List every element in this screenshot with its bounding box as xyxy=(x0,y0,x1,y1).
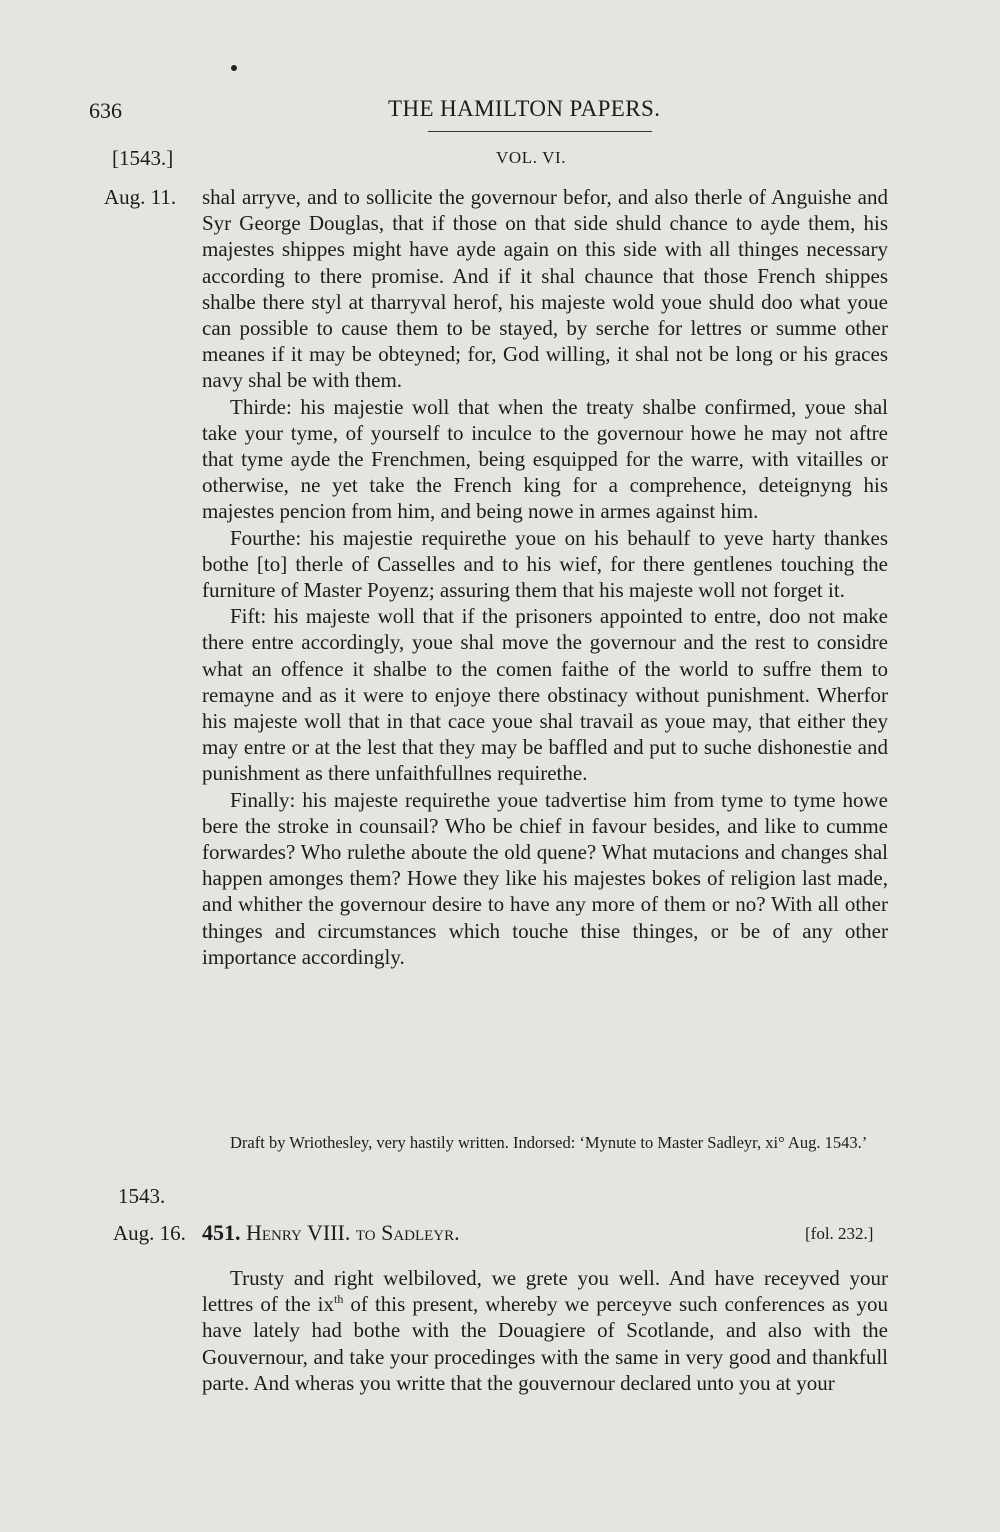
volume-label: VOL. VI. xyxy=(496,148,567,167)
ink-speck xyxy=(231,65,237,71)
title-rule xyxy=(428,131,652,132)
letter-body xyxy=(202,1265,888,1396)
document-number: 451. xyxy=(202,1220,241,1245)
paragraph: shal arryve, and to sollicite the governour befor, and also therle of Anguishe and Syr George Douglas, that if those on that side shuld chance to ayde them, his majestes shippes might have ayde again on this side with all thinges necessary according to there promise. And if it shal chaunce that those French shippes shalbe there styl at tharryval herof, his majeste wold youe shuld doo what youe can possible to cause them to be stayed, by serche for lettres or summe other meanes if it may be obteyned; for, God willing, it shal not be long or his graces navy shal be with them. xyxy=(202,185,888,393)
folio-reference: [fol. 232.] xyxy=(805,1224,874,1243)
margin-date: Aug. 16. xyxy=(113,1221,186,1245)
paragraph: Thirde: his majestie woll that when the treaty shalbe confirmed, youe shal take your tyme, of yourself to inculce to the governour howe he may not aftre that tyme ayde the Frenchmen, being esquipped for the warre, with vitailles or otherwise, ne yet take the French king for a comprehence, deteignyng his majestes pencion from him, and being nowe in armes against him. xyxy=(202,394,888,524)
text-run: of this present, whereby we perceyve such conferences as you have lately had bothe with the Douagiere of Scotlande, and also with the Gouvernour, and take your procedinges with the same in very good and thankfull parte. And wheras you writte that the gouvernour declared unto you at your xyxy=(202,1292,888,1395)
paragraph: Finally: his majeste requirethe youe tadvertise him from tyme to tyme howe bere the stroke in counsail? Who be chief in favour besides, and like to cumme forwardes? Who rulethe aboute the old quene? What mutacions and changes shal happen amonges them? Howe they like his majestes bokes of religion last made, and whither the governour desire to have any more of them or no? With all other thinges and circumstances which touche thise thinges, or be of any other importance accordingly. xyxy=(202,787,888,969)
superscript: th xyxy=(333,1292,344,1307)
paragraph xyxy=(202,1265,888,1396)
margin-date: Aug. 11. xyxy=(104,185,177,209)
running-year: [1543.] xyxy=(112,146,174,170)
running-title: THE HAMILTON PAPERS. xyxy=(388,96,661,121)
margin-year: 1543. xyxy=(118,1184,166,1208)
page-number: 636 xyxy=(89,98,122,123)
document-heading xyxy=(202,1220,460,1246)
paragraph: Fourthe: his majestie requirethe youe on his behaulf to yeve harty thankes bothe [to] therle of Casselles and to his wief, for there gentlenes touching the furniture of Master Poyenz; assuring them that his majeste woll not forget it. xyxy=(202,525,888,603)
text-run: Trusty and right welbiloved, we grete you well. And have receyved your lettres of the ix xyxy=(202,1266,888,1317)
editorial-note: Draft by Wriothesley, very hastily written. Indorsed: ‘Mynute to Master Sadleyr, xi° Aug. 1543.’ xyxy=(230,1133,868,1152)
letter-body xyxy=(202,184,888,970)
paragraph: Fift: his majeste woll that if the prisoners appointed to entre, doo not make there entre accordingly, youe shal move the governour and the rest to considre what an offence it shalbe to the comen faithe of the world to suffre them to remayne and as it were to enjoye there obstinacy without punishment. Wherfor his majeste woll that in that cace youe shal travail as youe may, that either they may entre or at the lest that they may be baffled and put to suche dishonestie and punishment as there unfaithfullnes requirethe. xyxy=(202,604,888,786)
document-title: Henry VIII. to Sadleyr. xyxy=(246,1220,460,1245)
